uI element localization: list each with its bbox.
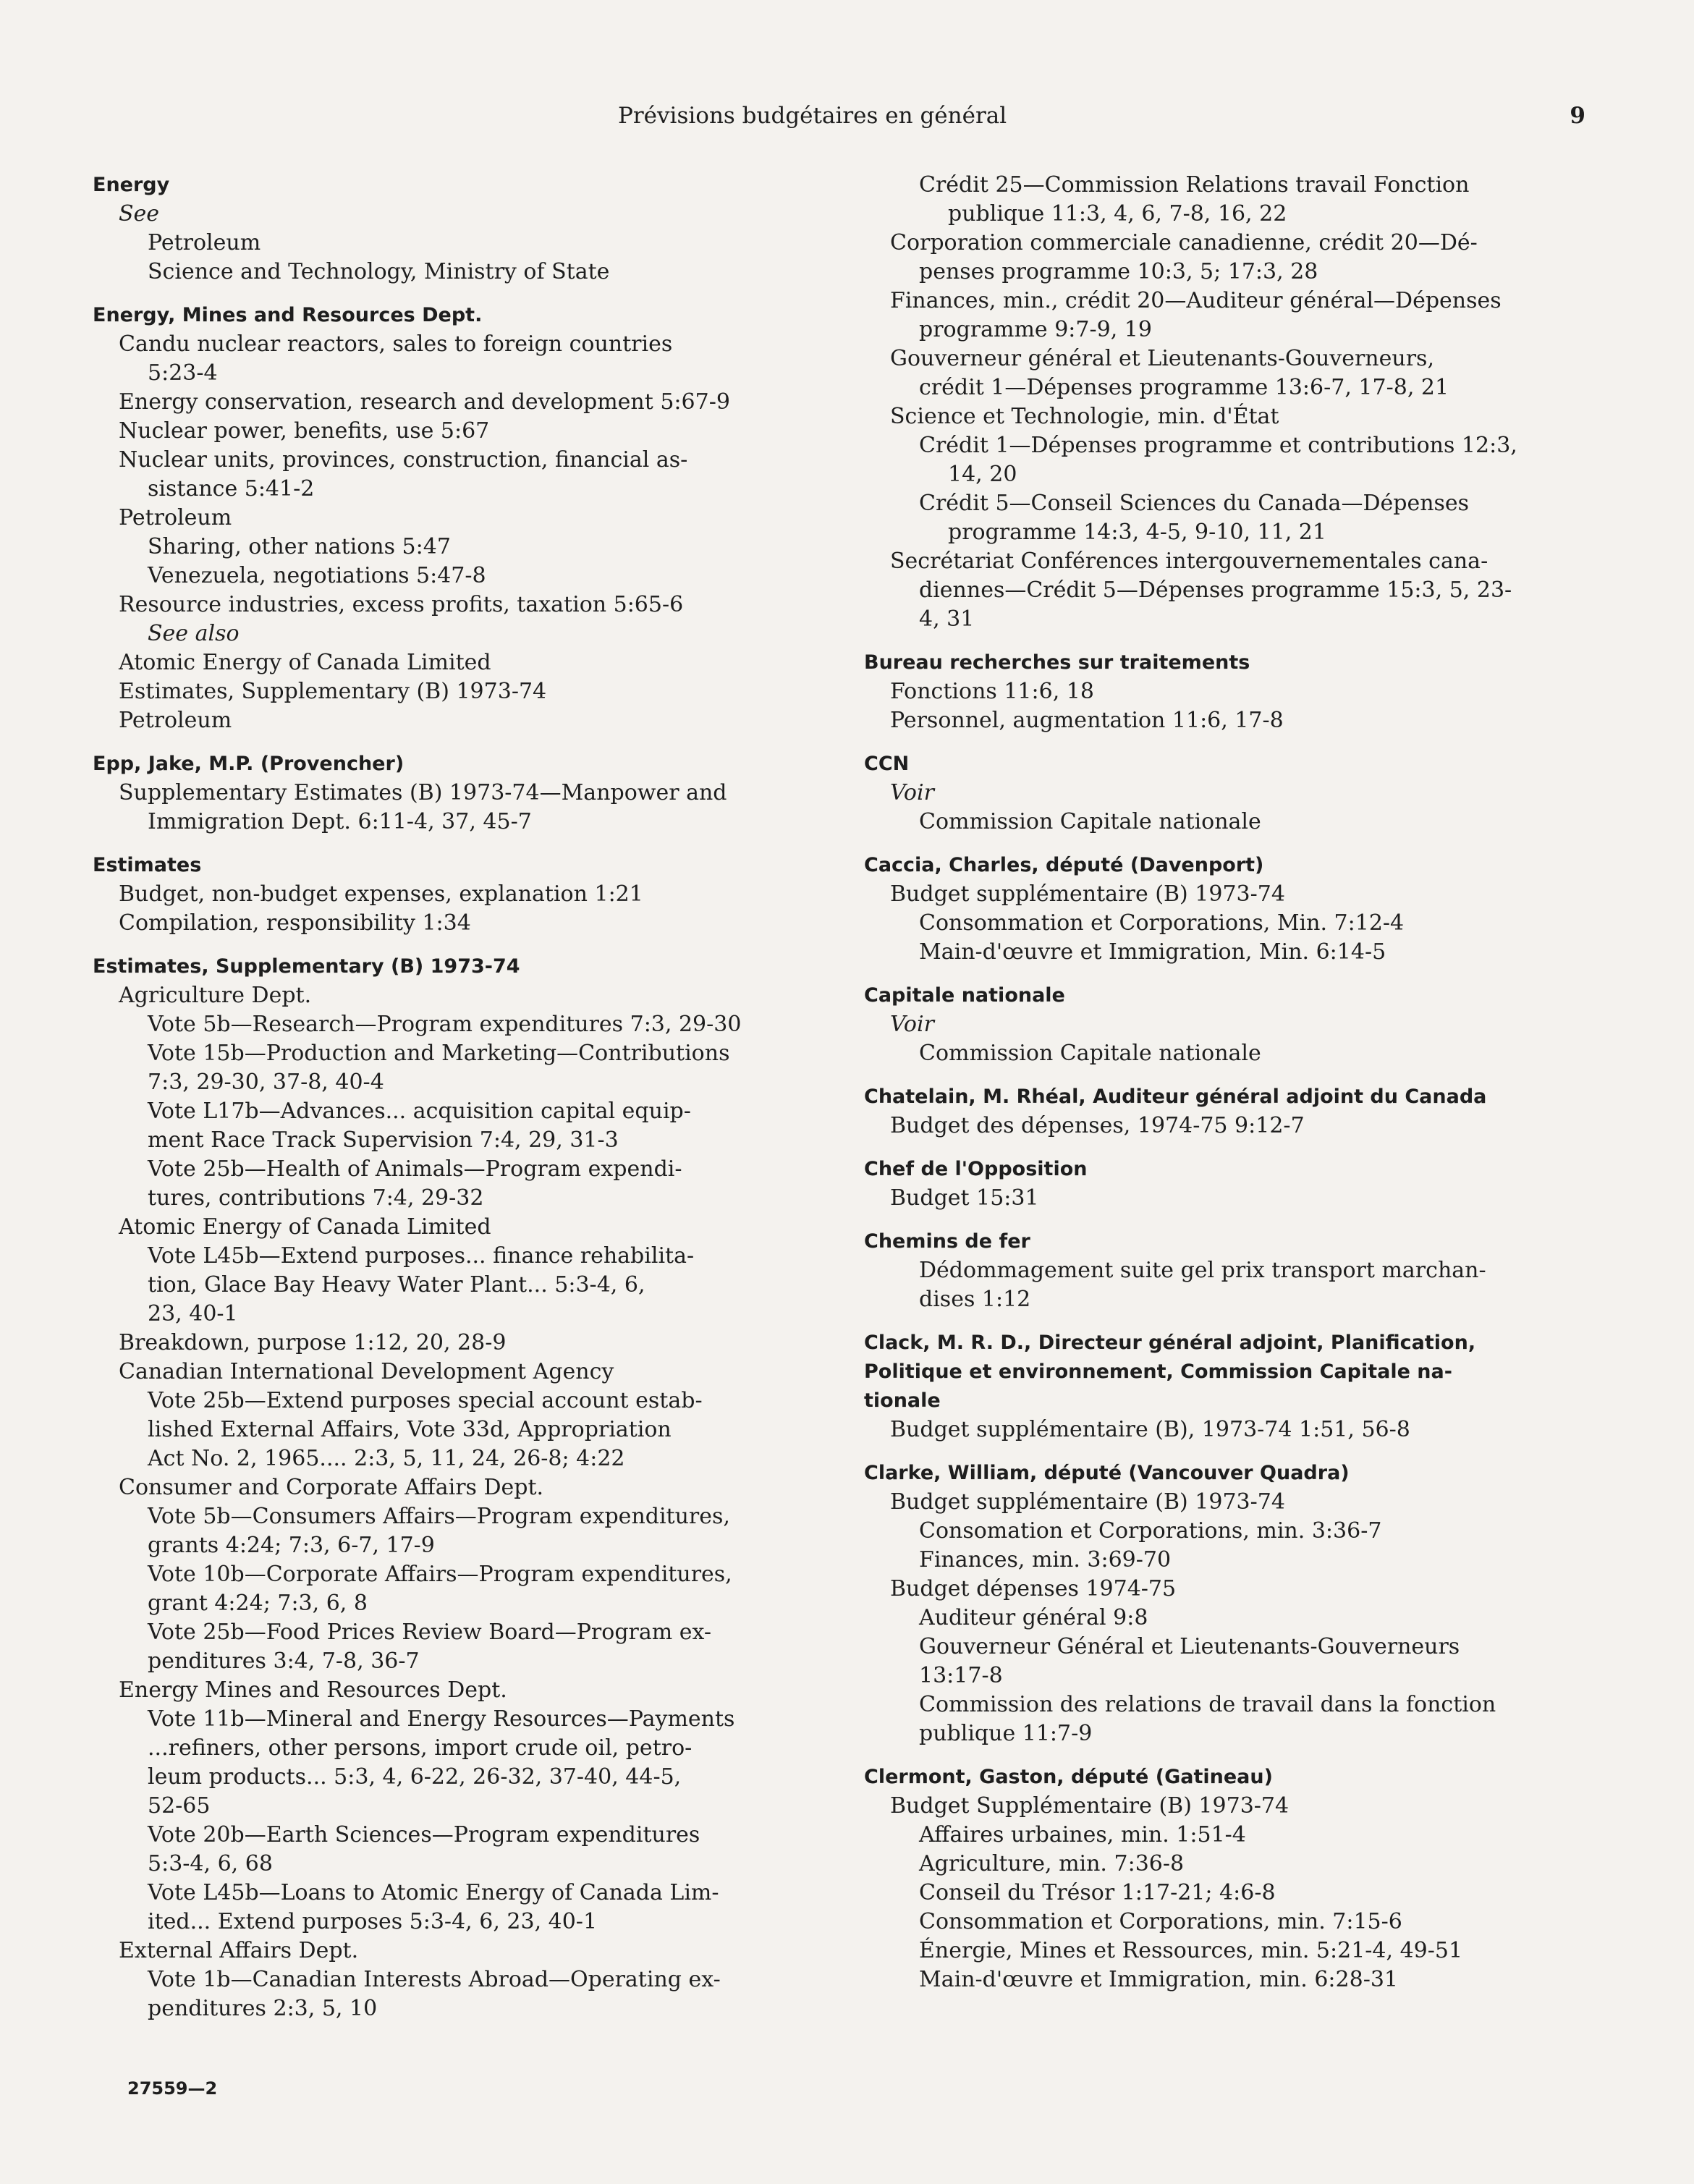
index-subentry: Petroleum bbox=[119, 708, 232, 733]
index-subentry: Budget supplémentaire (B) 1973-74 bbox=[890, 1489, 1285, 1515]
index-subentry: Gouverneur Général et Lieutenants-Gouverneurs bbox=[919, 1634, 1460, 1659]
index-entry bbox=[864, 750, 1588, 837]
index-subentry: Vote 1b—Canadian Interests Abroad—Operating ex- bbox=[148, 1967, 721, 1992]
index-subentry: Vote 5b—Consumers Affairs—Program expenditures, bbox=[148, 1504, 730, 1529]
index-subentry: tures, contributions 7:4, 29-32 bbox=[148, 1185, 484, 1211]
index-subentry: Crédit 1—Dépenses programme et contributions 12:3, bbox=[919, 433, 1517, 458]
index-subentry: Energy conservation, research and development 5:67-9 bbox=[119, 389, 730, 415]
index-subentry: Energy Mines and Resources Dept. bbox=[119, 1677, 507, 1703]
index-subentry: Vote 11b—Mineral and Energy Resources—Payments bbox=[148, 1706, 735, 1732]
entry-heading: Chemins de fer bbox=[864, 1230, 1030, 1253]
index-subentry: Budget des dépenses, 1974-75 9:12-7 bbox=[890, 1113, 1305, 1138]
index-subentry: Resource industries, excess profits, taxation 5:65-6 bbox=[119, 592, 684, 617]
index-subentry: Main-d'œuvre et Immigration, Min. 6:14-5 bbox=[919, 939, 1386, 965]
index-subentry: Dédommagement suite gel prix transport marchan- bbox=[919, 1258, 1486, 1283]
index-subentry: Vote 15b—Production and Marketing—Contributions bbox=[148, 1041, 730, 1066]
index-subentry: publique 11:3, 4, 6, 7-8, 16, 22 bbox=[948, 201, 1287, 227]
index-subentry: Breakdown, purpose 1:12, 20, 28-9 bbox=[119, 1330, 507, 1355]
entry-heading: Energy bbox=[93, 174, 170, 196]
index-subentry: Vote L17b—Advances... acquisition capital equip- bbox=[148, 1099, 691, 1124]
index-entry bbox=[93, 301, 831, 735]
index-subentry: Auditeur général 9:8 bbox=[919, 1605, 1148, 1630]
index-subentry: Agriculture Dept. bbox=[119, 983, 312, 1008]
index-subentry: Science et Technologie, min. d'État bbox=[890, 404, 1279, 429]
index-subentry: Crédit 5—Conseil Sciences du Canada—Dépenses bbox=[919, 491, 1470, 516]
index-subentry: ment Race Track Supervision 7:4, 29, 31-3 bbox=[148, 1127, 619, 1153]
index-entry bbox=[864, 1227, 1588, 1314]
index-subentry: 4, 31 bbox=[919, 606, 975, 632]
index-subentry: Main-d'œuvre et Immigration, min. 6:28-31 bbox=[919, 1967, 1399, 1992]
index-subentry: Finances, min. 3:69-70 bbox=[919, 1547, 1172, 1573]
index-subentry: grant 4:24; 7:3, 6, 8 bbox=[148, 1591, 368, 1616]
index-subentry: crédit 1—Dépenses programme 13:6-7, 17-8, 21 bbox=[919, 375, 1449, 400]
index-subentry: lished External Affairs, Vote 33d, Appropriation bbox=[148, 1417, 672, 1442]
index-subentry: penditures 2:3, 5, 10 bbox=[148, 1996, 378, 2021]
index-subentry: Vote 20b—Earth Sciences—Program expenditures bbox=[148, 1822, 700, 1847]
entry-heading: Estimates bbox=[93, 854, 202, 876]
index-entry bbox=[93, 171, 831, 287]
index-subentry: Petroleum bbox=[119, 505, 232, 530]
index-subentry: Venezuela, negotiations 5:47-8 bbox=[148, 563, 486, 588]
index-entry bbox=[864, 648, 1588, 735]
index-subentry: programme 9:7-9, 19 bbox=[919, 317, 1152, 342]
entry-heading: Epp, Jake, M.P. (Provencher) bbox=[93, 753, 405, 775]
index-subentry: Gouverneur général et Lieutenants-Gouverneurs, bbox=[890, 346, 1434, 371]
index-subentry: programme 14:3, 4-5, 9-10, 11, 21 bbox=[948, 520, 1326, 545]
index-subentry: 13:17-8 bbox=[919, 1663, 1003, 1688]
index-subentry: Vote 25b—Food Prices Review Board—Program ex- bbox=[148, 1620, 712, 1645]
index-subentry: penditures 3:4, 7-8, 36-7 bbox=[148, 1648, 420, 1674]
index-subentry: Secrétariat Conférences intergouvernementales cana- bbox=[890, 549, 1488, 574]
index-subentry: penses programme 10:3, 5; 17:3, 28 bbox=[919, 259, 1318, 284]
entry-heading: Caccia, Charles, député (Davenport) bbox=[864, 854, 1264, 876]
index-subentry: 5:3-4, 6, 68 bbox=[148, 1851, 273, 1876]
index-entry bbox=[864, 1155, 1588, 1213]
index-subentry: ited... Extend purposes 5:3-4, 6, 23, 40-1 bbox=[148, 1909, 598, 1934]
index-subentry: Immigration Dept. 6:11-4, 37, 45-7 bbox=[148, 809, 532, 834]
entry-heading: Bureau recherches sur traitements bbox=[864, 651, 1250, 674]
index-subentry: Conseil du Trésor 1:17-21; 4:6-8 bbox=[919, 1880, 1276, 1905]
index-entry bbox=[864, 1083, 1588, 1140]
index-subentry: External Affairs Dept. bbox=[119, 1938, 359, 1963]
cross-reference-label: See also bbox=[148, 621, 240, 646]
index-entry bbox=[93, 851, 831, 938]
index-entry bbox=[93, 750, 831, 837]
entry-heading: Capitale nationale bbox=[864, 984, 1065, 1007]
index-subentry: Sharing, other nations 5:47 bbox=[148, 534, 451, 559]
cross-reference-label: Voir bbox=[890, 1012, 934, 1037]
index-subentry: Énergie, Mines et Ressources, min. 5:21-4, 49-51 bbox=[919, 1938, 1463, 1963]
index-subentry: 14, 20 bbox=[948, 462, 1017, 487]
page-header bbox=[0, 103, 1694, 139]
cross-reference-label: Voir bbox=[890, 780, 934, 805]
cross-reference-label: See bbox=[119, 201, 160, 227]
index-subentry: Budget Supplémentaire (B) 1973-74 bbox=[890, 1793, 1289, 1819]
index-subentry: Budget supplémentaire (B), 1973-74 1:51, 56-8 bbox=[890, 1417, 1410, 1442]
index-subentry: diennes—Crédit 5—Dépenses programme 15:3, 5, 23- bbox=[919, 577, 1512, 603]
entry-heading: Clarke, William, député (Vancouver Quadra) bbox=[864, 1462, 1350, 1484]
index-entry bbox=[864, 981, 1588, 1068]
index-subentry: Commission Capitale nationale bbox=[919, 809, 1261, 834]
index-subentry: Consumer and Corporate Affairs Dept. bbox=[119, 1475, 544, 1500]
index-subentry: Commission Capitale nationale bbox=[919, 1041, 1261, 1066]
entry-heading: Chatelain, M. Rhéal, Auditeur général adjoint du Canada bbox=[864, 1085, 1487, 1108]
index-subentry: Science and Technology, Ministry of State bbox=[148, 259, 610, 284]
index-entry bbox=[93, 952, 831, 2023]
index-subentry: Atomic Energy of Canada Limited bbox=[119, 650, 491, 675]
index-subentry: Vote 25b—Health of Animals—Program expendi- bbox=[148, 1156, 682, 1182]
index-subentry: Corporation commerciale canadienne, crédit 20—Dé- bbox=[890, 230, 1478, 255]
index-subentry: Nuclear units, provinces, construction, financial as- bbox=[119, 447, 688, 473]
index-subentry: Consommation et Corporations, min. 7:15-6 bbox=[919, 1909, 1402, 1934]
index-subentry: leum products... 5:3, 4, 6-22, 26-32, 37-40, 44-5, bbox=[148, 1764, 682, 1790]
index-subentry: Vote L45b—Loans to Atomic Energy of Canada Lim- bbox=[148, 1880, 719, 1905]
entry-heading: Energy, Mines and Resources Dept. bbox=[93, 304, 483, 326]
index-subentry: Budget 15:31 bbox=[890, 1185, 1039, 1211]
index-entry bbox=[864, 1329, 1588, 1444]
entry-heading: Clack, M. R. D., Directeur général adjoint, Planification, bbox=[864, 1332, 1476, 1354]
index-subentry: Commission des relations de travail dans la fonction bbox=[919, 1692, 1496, 1717]
index-subentry: 7:3, 29-30, 37-8, 40-4 bbox=[148, 1070, 384, 1095]
index-subentry: Canadian International Development Agency bbox=[119, 1359, 614, 1384]
index-subentry: grants 4:24; 7:3, 6-7, 17-9 bbox=[148, 1533, 435, 1558]
index-subentry: Act No. 2, 1965.... 2:3, 5, 11, 24, 26-8; 4:22 bbox=[148, 1446, 625, 1471]
index-column-left bbox=[93, 171, 831, 2038]
index-subentry: Candu nuclear reactors, sales to foreign countries bbox=[119, 331, 673, 357]
index-subentry: Estimates, Supplementary (B) 1973-74 bbox=[119, 679, 547, 704]
entry-heading: CCN bbox=[864, 753, 910, 775]
index-subentry: Agriculture, min. 7:36-8 bbox=[919, 1851, 1185, 1876]
index-subentry: Personnel, augmentation 11:6, 17-8 bbox=[890, 708, 1284, 733]
entry-heading: Clermont, Gaston, député (Gatineau) bbox=[864, 1766, 1273, 1788]
index-subentry: Vote 5b—Research—Program expenditures 7:3, 29-30 bbox=[148, 1012, 742, 1037]
print-code: 27559—2 bbox=[127, 2078, 218, 2099]
index-subentry: 5:23-4 bbox=[148, 360, 218, 386]
index-subentry: Nuclear power, benefits, use 5:67 bbox=[119, 418, 490, 444]
index-subentry: Vote 25b—Extend purposes special account estab- bbox=[148, 1388, 703, 1413]
running-title: Prévisions budgétaires en général bbox=[618, 103, 1007, 129]
index-subentry: Supplementary Estimates (B) 1973-74—Manpower and bbox=[119, 780, 727, 805]
index-subentry: Crédit 25—Commission Relations travail Fonction bbox=[919, 172, 1470, 198]
index-subentry: 23, 40-1 bbox=[148, 1301, 238, 1326]
index-subentry: sistance 5:41-2 bbox=[148, 476, 315, 501]
index-entry bbox=[864, 851, 1588, 967]
entry-heading-continued: tionale bbox=[864, 1389, 941, 1412]
index-subentry: Vote L45b—Extend purposes... finance rehabilita- bbox=[148, 1243, 695, 1269]
page-number: 9 bbox=[1570, 103, 1585, 129]
index-entry bbox=[864, 1763, 1588, 1994]
index-entry bbox=[864, 171, 1588, 634]
index-entry bbox=[864, 1459, 1588, 1748]
index-subentry: tion, Glace Bay Heavy Water Plant... 5:3-4, 6, bbox=[148, 1272, 645, 1298]
index-subentry: Budget dépenses 1974-75 bbox=[890, 1576, 1177, 1601]
entry-heading: Chef de l'Opposition bbox=[864, 1158, 1088, 1180]
index-subentry: Finances, min., crédit 20—Auditeur général—Dépenses bbox=[890, 288, 1502, 313]
index-subentry: dises 1:12 bbox=[919, 1287, 1031, 1312]
index-subentry: Fonctions 11:6, 18 bbox=[890, 679, 1094, 704]
index-subentry: Budget, non-budget expenses, explanation 1:21 bbox=[119, 881, 643, 907]
index-subentry: Affaires urbaines, min. 1:51-4 bbox=[919, 1822, 1246, 1847]
index-subentry: Budget supplémentaire (B) 1973-74 bbox=[890, 881, 1285, 907]
index-subentry: Compilation, responsibility 1:34 bbox=[119, 910, 471, 936]
index-subentry: Consommation et Corporations, Min. 7:12-4 bbox=[919, 910, 1405, 936]
index-subentry: publique 11:7-9 bbox=[919, 1721, 1093, 1746]
index-subentry: Atomic Energy of Canada Limited bbox=[119, 1214, 491, 1240]
index-subentry: 52-65 bbox=[148, 1793, 211, 1819]
index-column-right bbox=[864, 171, 1588, 2009]
index-subentry: Petroleum bbox=[148, 230, 261, 255]
index-subentry: Vote 10b—Corporate Affairs—Program expenditures, bbox=[148, 1562, 732, 1587]
entry-heading: Estimates, Supplementary (B) 1973-74 bbox=[93, 955, 520, 978]
index-subentry: ...refiners, other persons, import crude oil, petro- bbox=[148, 1735, 693, 1761]
entry-heading-continued: Politique et environnement, Commission Capitale na- bbox=[864, 1360, 1452, 1383]
index-subentry: Consomation et Corporations, min. 3:36-7 bbox=[919, 1518, 1382, 1544]
